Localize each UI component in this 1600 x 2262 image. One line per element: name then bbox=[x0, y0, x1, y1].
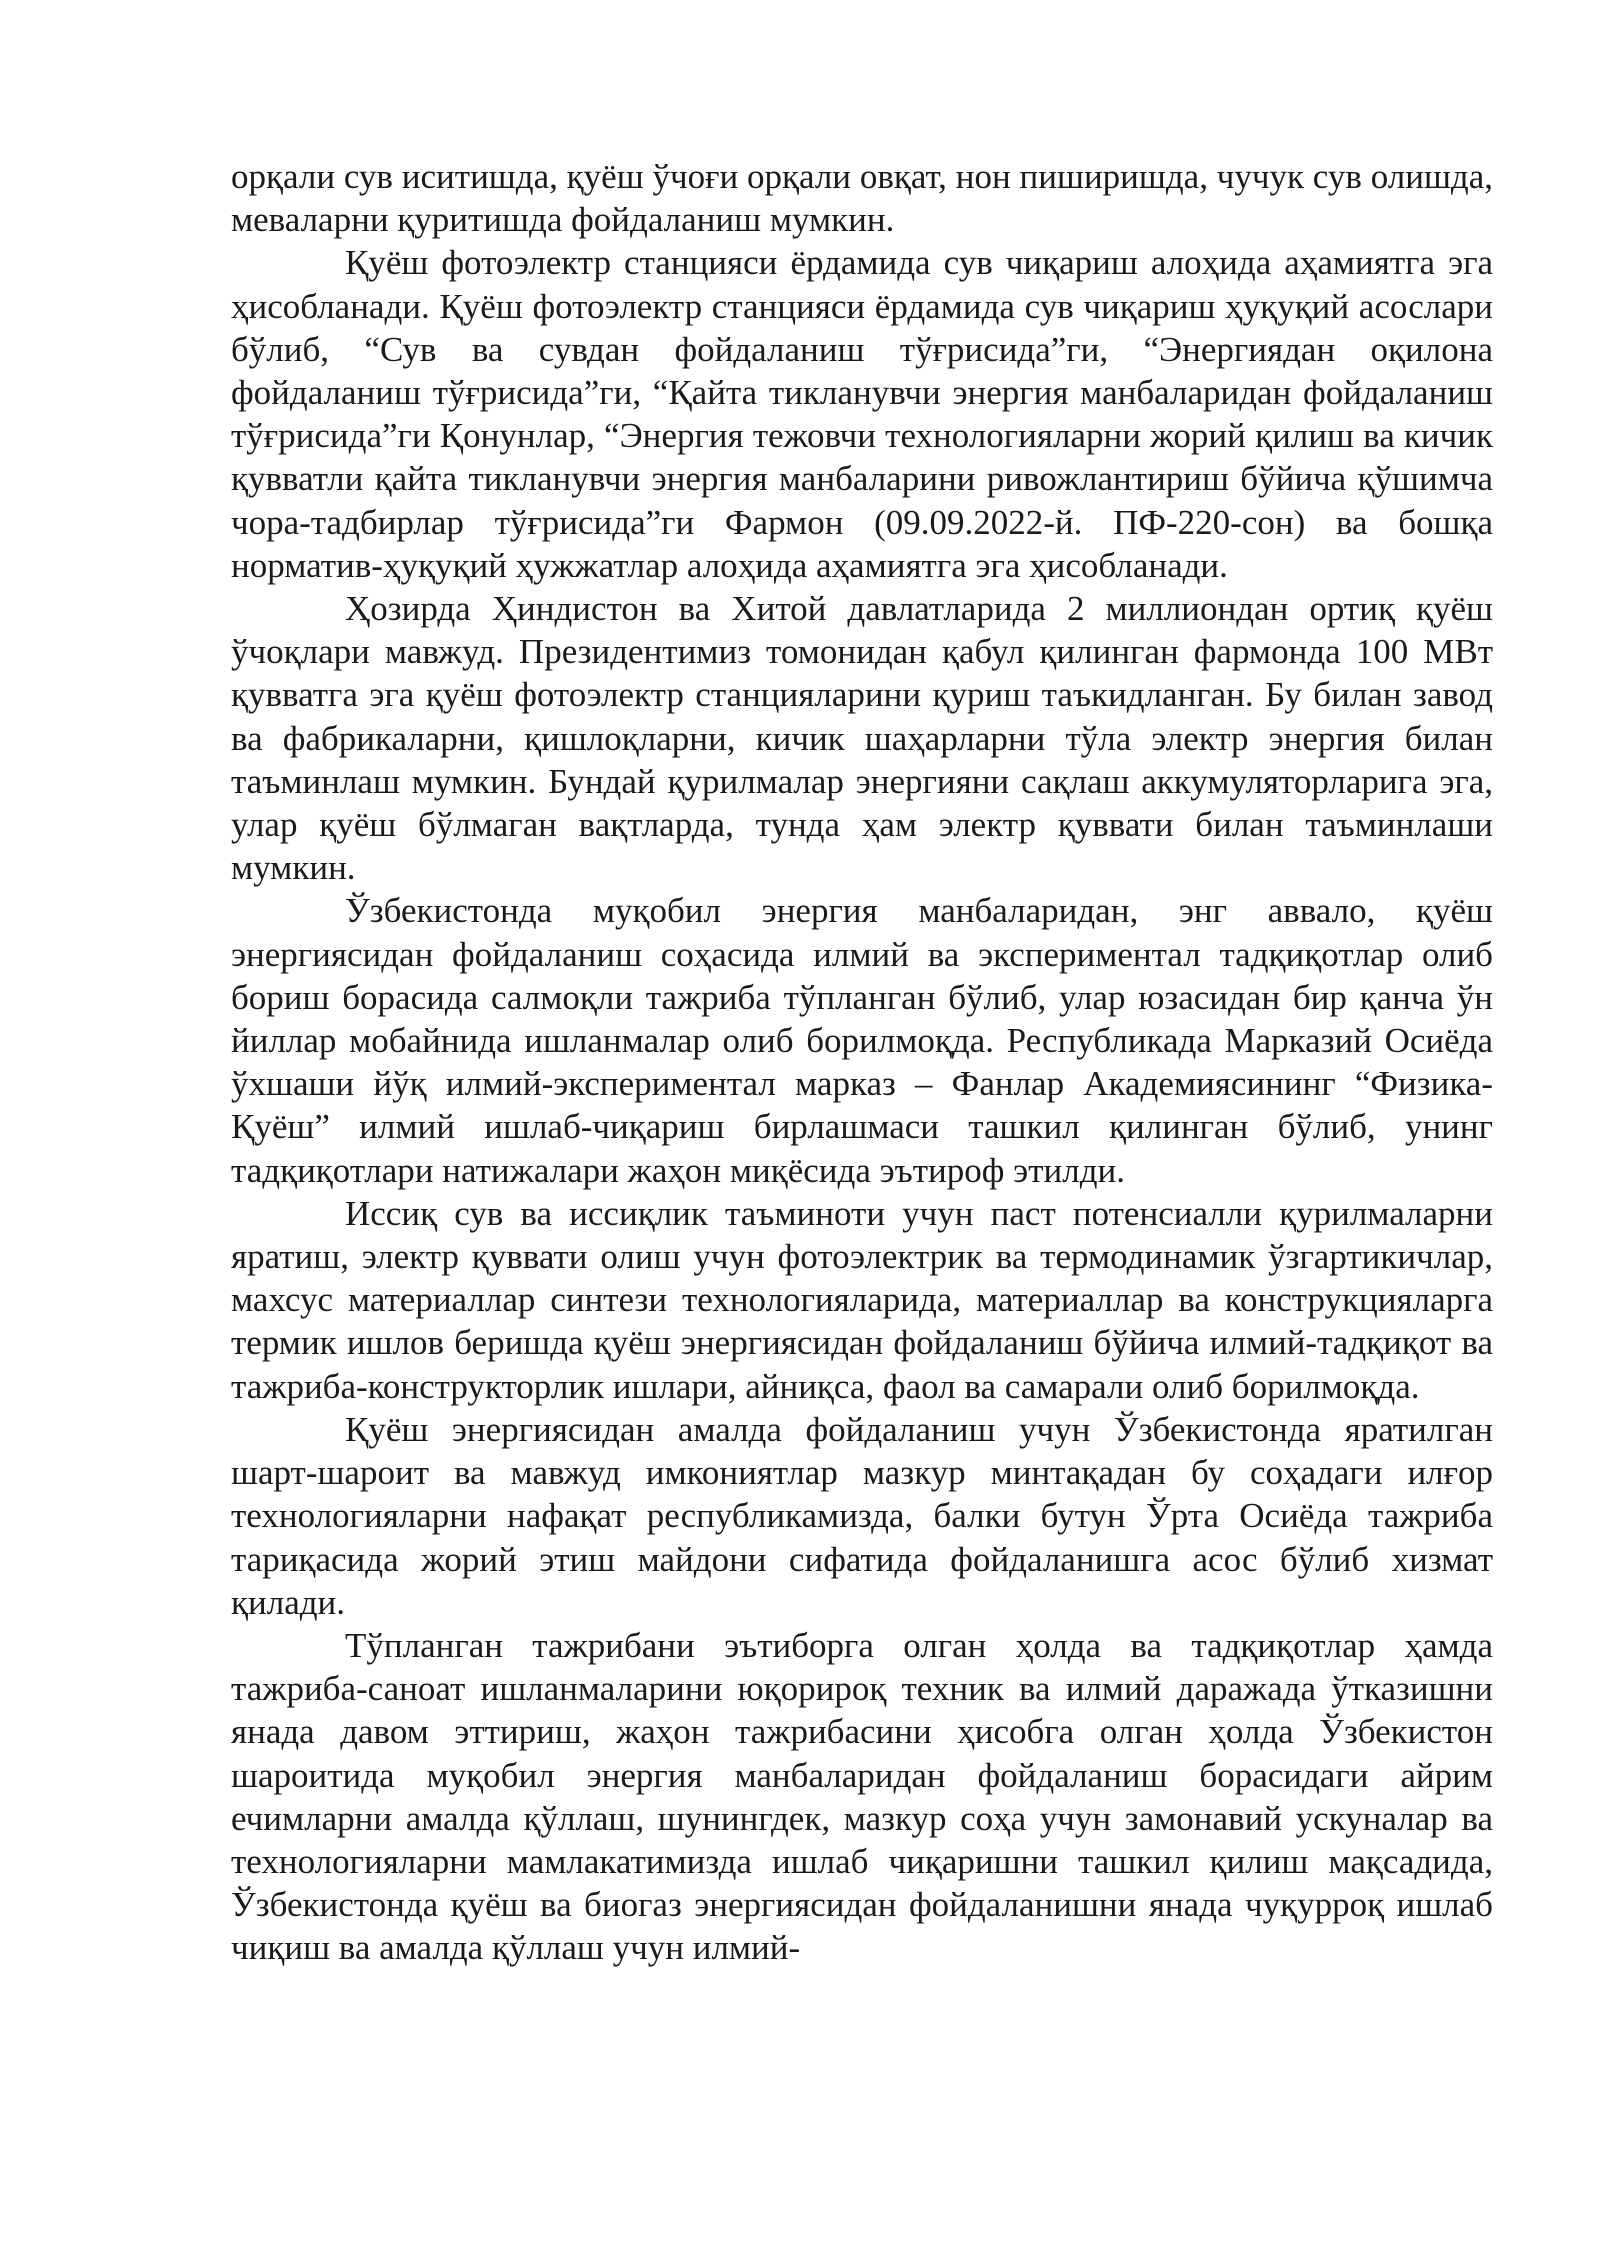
paragraph-3: Ҳозирда Ҳиндистон ва Хитой давлатларида 2 миллиондан ортиқ қуёш ўчоқлари мавжуд. Президентимиз томонидан қабул қилинган фармонда 100 МВт қувватга эга қуёш фотоэлектр станцияларини қуриш таъкидланган. Бу билан завод ва фабрикаларни, қишлоқларни, кичик шаҳарларни тўла электр энергия билан таъминлаш мумкин. Бундай қурилмалар энергияни сақлаш аккумуляторларига эга, улар қуёш бўлмаган вақтларда, тунда ҳам электр қуввати билан таъминлаши мумкин. bbox=[231, 589, 1493, 888]
paragraph-1: орқали сув иситишда, қуёш ўчоғи орқали овқат, нон пиширишда, чучук сув олишда, меваларни қуритишда фойдаланиш мумкин. bbox=[231, 157, 1493, 240]
paragraph-5: Иссиқ сув ва иссиқлик таъминоти учун паст потенсиалли қурилмаларни яратиш, электр қуввати олиш учун фотоэлектрик ва термодинамик ўзгартикичлар, махсус материаллар синтези технологияларида, материаллар ва конструкцияларга термик ишлов беришда қуёш энергиясидан фойдаланиш бўйича илмий-тадқиқот ва тажриба-конструкторлик ишлари, айниқса, фаол ва самарали олиб борилмоқда. bbox=[231, 1193, 1493, 1406]
paragraph-2: Қуёш фотоэлектр станцияси ёрдамида сув чиқариш алоҳида аҳамиятга эга ҳисобланади. Қуёш фотоэлектр станцияси ёрдамида сув чиқариш ҳуқуқий асослари бўлиб, “Сув ва сувдан фойдаланиш тўғрисида”ги, “Энергиядан оқилона фойдаланиш тўғрисида”ги, “Қайта тикланувчи энергия манбаларидан фойдаланиш тўғрисида”ги Қонунлар, “Энергия тежовчи технологияларни жорий қилиш ва кичик қувватли қайта тикланувчи энергия манбаларини ривожлантириш бўйича қўшимча чора-тадбирлар тўғрисида”ги Фармон (09.09.2022-й. ПФ-220-сон) ва бошқа норматив-ҳуқуқий ҳужжатлар алоҳида аҳамиятга эга ҳисобланади. bbox=[231, 243, 1493, 585]
paragraph-7: Тўпланган тажрибани эътиборга олган ҳолда ва тадқиқотлар ҳамда тажриба-саноат ишланмаларини юқорироқ техник ва илмий даражада ўтказишни янада давом эттириш, жаҳон тажрибасини ҳисобга олган ҳолда Ўзбекистон шароитида муқобил энергия манбаларидан фойдаланиш борасидаги айрим ечимларни амалда қўллаш, шунингдек, мазкур соҳа учун замонавий ускуналар ва технологияларни мамлакатимизда ишлаб чиқаришни ташкил қилиш мақсадида, Ўзбекистонда қуёш ва биогаз энергиясидан фойдаланишни янада чуқурроқ ишлаб чиқиш ва амалда қўллаш учун илмий- bbox=[231, 1625, 1493, 1968]
paragraph-4: Ўзбекистонда муқобил энергия манбаларидан, энг аввало, қуёш энергиясидан фойдаланиш соҳасида илмий ва экспериментал тадқиқотлар олиб бориш борасида салмоқли тажриба тўпланган бўлиб, улар юзасидан бир қанча ўн йиллар мобайнида ишланмалар олиб борилмоқда. Республикада Марказий Осиёда ўхшаши йўқ илмий-экспериментал марказ – Фанлар Академиясининг “Физика-Қуёш” илмий ишлаб-чиқариш бирлашмаси ташкил қилинган бўлиб, унинг тадқиқотлари натижалари жаҳон миқёсида эътироф этилди. bbox=[231, 891, 1493, 1190]
document-page bbox=[231, 155, 1493, 1970]
paragraph-6: Қуёш энергиясидан амалда фойдаланиш учун Ўзбекистонда яратилган шарт-шароит ва мавжуд имкониятлар мазкур минтақадан бу соҳадаги илғор технологияларни нафақат республикамизда, балки бутун Ўрта Осиёда тажриба тариқасида жорий этиш майдони сифатида фойдаланишга асос бўлиб хизмат қилади. bbox=[231, 1409, 1493, 1622]
